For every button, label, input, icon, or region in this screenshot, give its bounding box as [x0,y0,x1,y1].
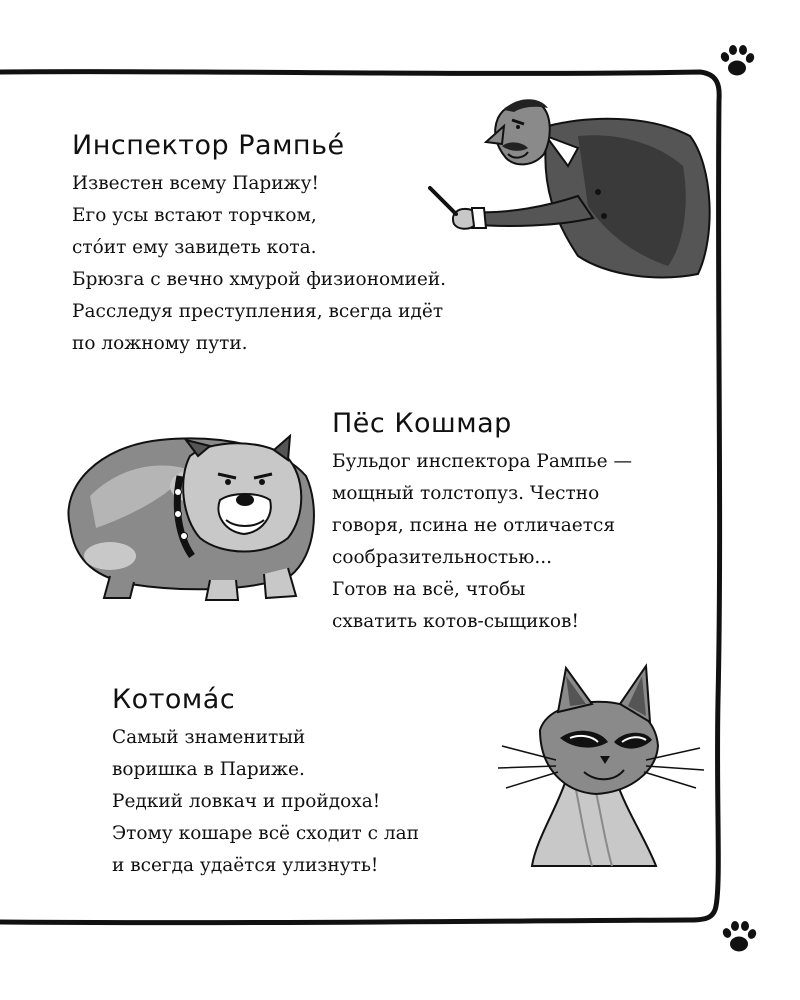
paw-print-icon [718,918,758,958]
description-line: Редкий ловкач и пройдоха! [112,791,381,813]
paw-print-icon [716,42,756,82]
character-name: Инспектор Рампье́ [72,130,345,161]
description-line: по ложному пути. [72,333,248,355]
character-cat [112,684,419,882]
description-line: Этому кошаре всё сходит с лап [112,823,420,845]
inspector-illustration [428,96,718,282]
description-line: Бульдог инспектора Рампье — [332,451,632,473]
description-line: схватить котов-сыщиков! [332,611,579,633]
description-line: говоря, псина не отличается [332,515,616,537]
character-name: Пёс Кошмар [332,408,512,439]
description-line: Готов на всё, чтобы [332,579,526,601]
description-line: Его усы встают торчком, [72,205,317,227]
character-bulldog [332,408,632,638]
description-line: Расследуя преступления, всегда идёт [72,301,444,323]
description-line: мощный толстопуз. Честно [332,483,600,505]
description-line: сообразительностью... [332,547,552,569]
description-line: Брюзга с вечно хмурой физиономией. [72,269,447,291]
description-line: воришка в Париже. [112,759,305,781]
character-name: Котома́с [112,684,236,715]
cat-illustration [496,660,706,868]
description-line: сто́ит ему завидеть кота. [72,237,317,259]
bulldog-illustration [50,416,330,606]
description-line: Известен всему Парижу! [72,173,319,195]
description-line: и всегда удаётся улизнуть! [112,855,379,877]
description-line: Самый знаменитый [112,727,306,749]
character-inspector [72,130,446,360]
